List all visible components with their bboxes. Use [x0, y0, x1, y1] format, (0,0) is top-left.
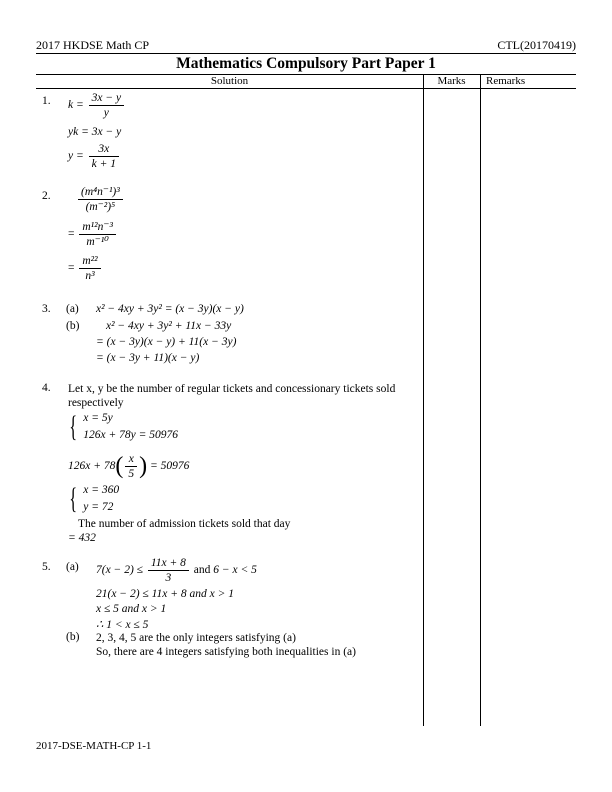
question-5-number: 5. — [42, 561, 51, 573]
q5-part-a-line-4: ∴ 1 < x ≤ 5 — [96, 619, 149, 631]
q1-line-1: k = $\frac{3x - y}{y}$ — [68, 91, 126, 120]
column-header-remarks: Remarks — [486, 75, 526, 87]
q5-part-a-line-1: 7(x − 2) ≤ $\frac{11x + 8}{3}$ and 6 − x < 5 — [96, 557, 257, 584]
title-rule — [36, 53, 576, 54]
table-header-rule — [36, 88, 576, 89]
q5-part-a-line-3: x ≤ 5 and x > 1 — [96, 603, 167, 615]
q1-line-2: yk = 3x − y — [68, 126, 122, 138]
q5-part-b-label: (b) — [66, 631, 80, 643]
question-3-number: 3. — [42, 303, 51, 315]
q2-fraction-3: $\frac{\text{m²²}}{\text{n³}}$ — [79, 254, 100, 283]
q4-answer: = 432 — [68, 532, 96, 544]
q3-part-b-label: (b) — [66, 320, 80, 332]
q3-part-b-line-2: = (x − 3y)(x − y) + 11(x − 3y) — [96, 336, 237, 348]
q2-fraction-2: $\frac{\text{m¹²n⁻³}}{\text{m⁻¹⁰}}$ — [79, 220, 115, 249]
q1-line-3: y = $\frac{3x}{k + 1}$ — [68, 142, 121, 171]
header-left: 2017 HKDSE Math CP — [36, 38, 150, 52]
q2-line-2: = $\frac{\text{m¹²n⁻³}}{\text{m⁻¹⁰}}$ — [68, 220, 118, 249]
q5-part-b-line-2: So, there are 4 integers satisfying both inequalities in (a) — [96, 646, 356, 658]
q1-fraction-1: $\frac{3x - y}{y}$ — [89, 91, 124, 120]
q4-brace-2: { — [69, 482, 78, 515]
q3-part-b-line-3: = (x − 3y + 11)(x − y) — [96, 352, 200, 364]
question-1-number: 1. — [42, 95, 51, 107]
question-4-number: 4. — [42, 382, 51, 394]
column-divider-solution-marks — [423, 74, 424, 726]
q4-conclusion: The number of admission tickets sold that day — [78, 518, 291, 530]
q4-intro-line-1: Let x, y be the number of regular tickets and concessionary tickets sold — [68, 383, 396, 395]
q4-substitution: 126x + 78( $\frac{x}{5}$ ) = 50976 — [68, 453, 190, 480]
q4-intro-line-2: respectively — [68, 397, 124, 409]
column-header-marks: Marks — [437, 75, 466, 87]
q4-system-1: { x = 5y 126x + 78y = 50976 — [69, 410, 179, 443]
q5-part-b-line-1: 2, 3, 4, 5 are the only integers satisfying (a) — [96, 632, 296, 644]
q3-part-a-text: x² − 4xy + 3y² = (x − 3y)(x − y) — [96, 303, 244, 315]
q4-system-2: { x = 360 y = 72 — [69, 482, 120, 515]
q2-fraction-1: $\frac{\text{(m⁴n⁻¹)³}}{\text{(m⁻²)⁵}}$ — [78, 185, 123, 214]
q2-line-3: = $\frac{\text{m²²}}{\text{n³}}$ — [68, 254, 103, 283]
q5-part-a-line-2: 21(x − 2) ≤ 11x + 8 and x > 1 — [96, 588, 234, 600]
q4-fraction: $\frac{x}{5}$ — [125, 452, 137, 481]
page-title: Mathematics Compulsory Part Paper 1 — [176, 55, 436, 72]
header-right: CTL(20170419) — [497, 38, 576, 52]
q5-part-a-label: (a) — [66, 561, 79, 573]
page-footer: 2017-DSE-MATH-CP 1-1 — [36, 740, 152, 752]
q4-brace-1: { — [69, 410, 78, 443]
column-divider-marks-remarks — [480, 74, 481, 726]
question-2-number: 2. — [42, 190, 51, 202]
q5-fraction: $\frac{11x + 8}{3}$ — [148, 556, 189, 585]
q2-line-1 — [76, 185, 125, 214]
column-header-solution: Solution — [210, 75, 249, 87]
q3-part-b-line-1: x² − 4xy + 3y² + 11x − 33y — [106, 320, 232, 332]
q3-part-a-label: (a) — [66, 303, 79, 315]
q1-fraction-2: $\frac{3x}{k + 1}$ — [89, 142, 119, 171]
